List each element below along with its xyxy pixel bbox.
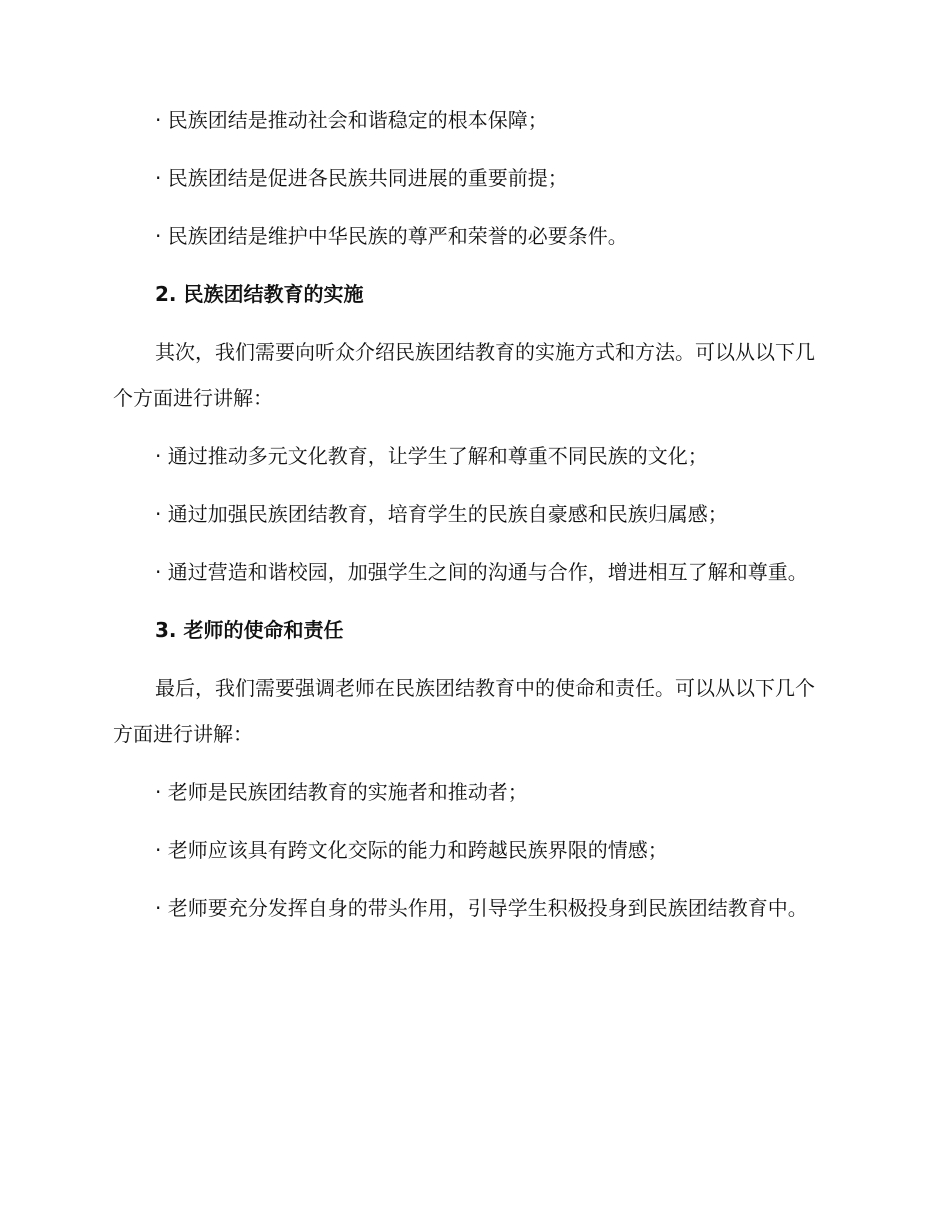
bullet-item: · 老师要充分发挥自身的带头作用，引导学生积极投身到民族团结教育中。 [155, 896, 808, 920]
bullet-item: · 民族团结是促进各民族共同进展的重要前提； [155, 166, 568, 190]
section-paragraph: 其次，我们需要向听众介绍民族团结教育的实施方式和方法。可以从以下几个方面进行讲解： [113, 340, 815, 410]
section-paragraph: 最后，我们需要强调老师在民族团结教育中的使命和责任。可以从以下几个方面进行讲解： [113, 676, 815, 746]
bullet-item: · 通过加强民族团结教育，培育学生的民族自豪感和民族归属感； [155, 502, 728, 526]
bullet-item: · 老师应该具有跨文化交际的能力和跨越民族界限的情感； [155, 838, 668, 862]
bullet-item: · 通过营造和谐校园，加强学生之间的沟通与合作，增进相互了解和尊重。 [155, 560, 808, 584]
bullet-item: · 民族团结是推动社会和谐稳定的根本保障； [155, 108, 548, 132]
bullet-item: · 民族团结是维护中华民族的尊严和荣誉的必要条件。 [155, 224, 628, 248]
section-heading: 3. 老师的使命和责任 [155, 618, 344, 642]
bullet-item: · 老师是民族团结教育的实施者和推动者； [155, 780, 528, 804]
section-heading: 2. 民族团结教育的实施 [155, 282, 364, 306]
bullet-item: · 通过推动多元文化教育，让学生了解和尊重不同民族的文化； [155, 444, 708, 468]
document-body [113, 106, 833, 952]
